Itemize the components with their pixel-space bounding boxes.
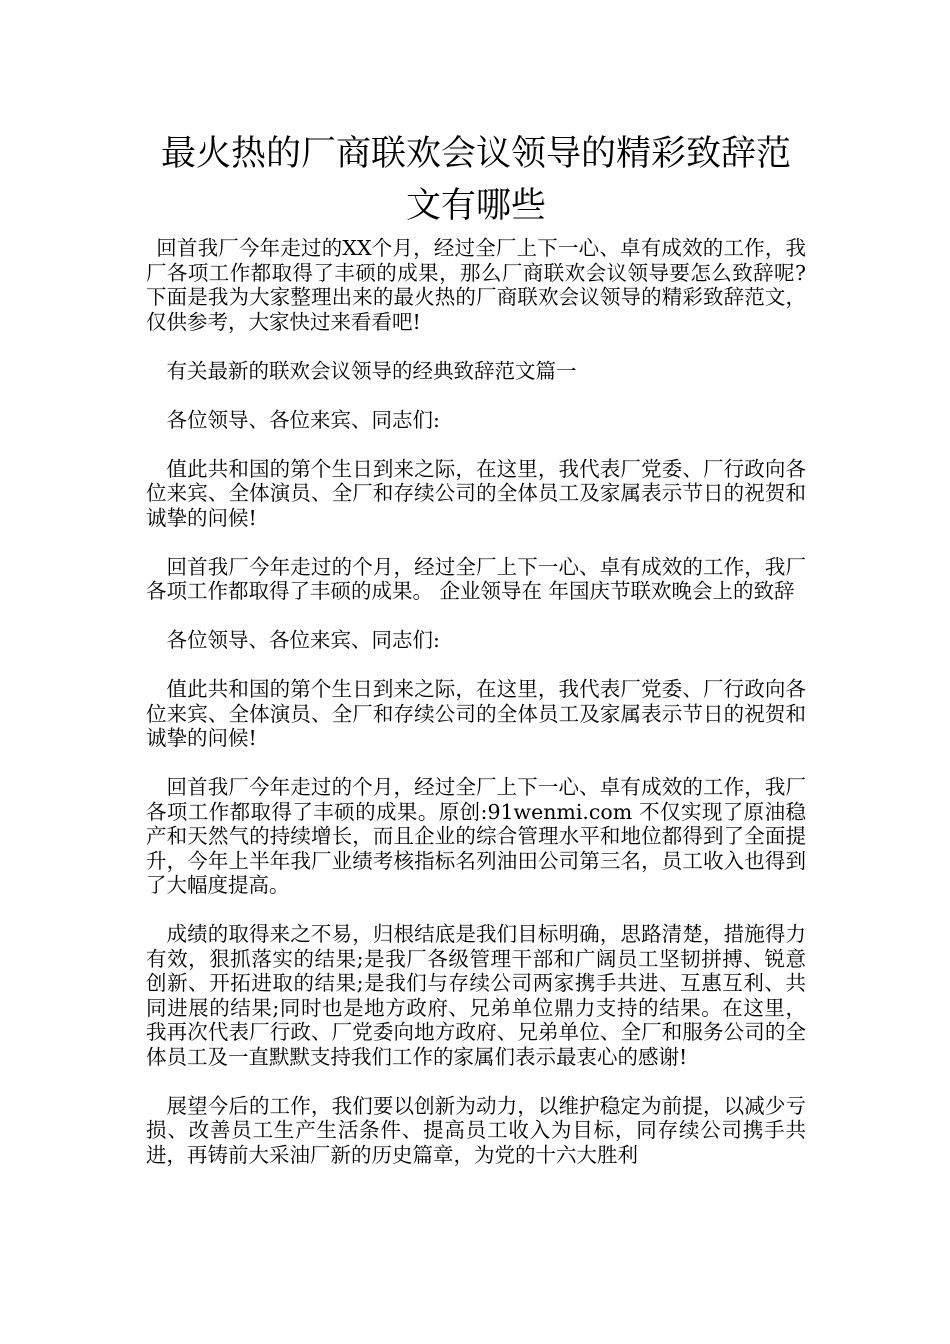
salutation: 各位领导、各位来宾、同志们:: [166, 628, 440, 652]
document-title: [146, 128, 806, 232]
body-paragraph: 值此共和国的第个生日到来之际，在这里，我代表厂党委、厂行政向各位来宾、全体演员、全厂和存续公司的全体员工及家属表示节日的祝贺和诚挚的问候!: [146, 456, 806, 530]
document-body: [146, 236, 806, 1167]
body-paragraph: 值此共和国的第个生日到来之际，在这里，我代表厂党委、厂行政向各位来宾、全体演员、全厂和存续公司的全体员工及家属表示节日的祝贺和诚挚的问候!: [146, 677, 806, 750]
intro-paragraph: 回首我厂今年走过的XX个月，经过全厂上下一心、卓有成效的工作，我厂各项工作都取得了丰硕的成果，那么厂商联欢会议领导要怎么致辞呢?下面是我为大家整理出来的最火热的厂商联欢会议领导的精彩致辞范文，仅供参考，大家快过来看看吧!: [146, 236, 806, 334]
salutation: 各位领导、各位来宾、同志们:: [166, 407, 440, 432]
body-paragraph: 成绩的取得来之不易，归根结底是我们目标明确，思路清楚，措施得力有效，狠抓落实的结果;是我厂各级管理干部和广阔员工坚韧拼搏、锐意创新、开拓进取的结果;是我们与存续公司两家携手共进、互惠互利、共同进展的结果;同时也是地方政府、兄弟单位鼎力支持的结果。在这里，我再次代表厂行政、厂党委向地方政府、兄弟单位、全厂和服务公司的全体员工及一直默默支持我们工作的家属们表示最衷心的感谢!: [146, 922, 806, 1069]
document-page: [146, 128, 806, 1192]
title-line-2: 文有哪些: [405, 186, 546, 226]
title-line-1: 最火热的厂商联欢会议领导的精彩致辞范: [160, 134, 791, 174]
body-paragraph: 回首我厂今年走过的个月，经过全厂上下一心、卓有成效的工作，我厂各项工作都取得了丰硕的成果。 企业领导在 年国庆节联欢晚会上的致辞: [146, 554, 806, 603]
section-heading: 有关最新的联欢会议领导的经典致辞范文篇一: [166, 358, 577, 383]
body-paragraph: 回首我厂今年走过的个月，经过全厂上下一心、卓有成效的工作，我厂各项工作都取得了丰硕的成果。原创:91wenmi.com 不仅实现了原油稳产和天然气的持续增长，而且企业的综合管理水平和地位都得到了全面提升，今年上半年我厂业绩考核指标名列油田公司第三名，员工收入也得到了大幅度提高。: [146, 775, 806, 897]
body-paragraph: 展望今后的工作，我们要以创新为动力，以维护稳定为前提，以减少亏损、改善员工生产生活条件、提高员工收入为目标，同存续公司携手共进，再铸前大采油厂新的历史篇章，为党的十六大胜利: [146, 1093, 806, 1167]
